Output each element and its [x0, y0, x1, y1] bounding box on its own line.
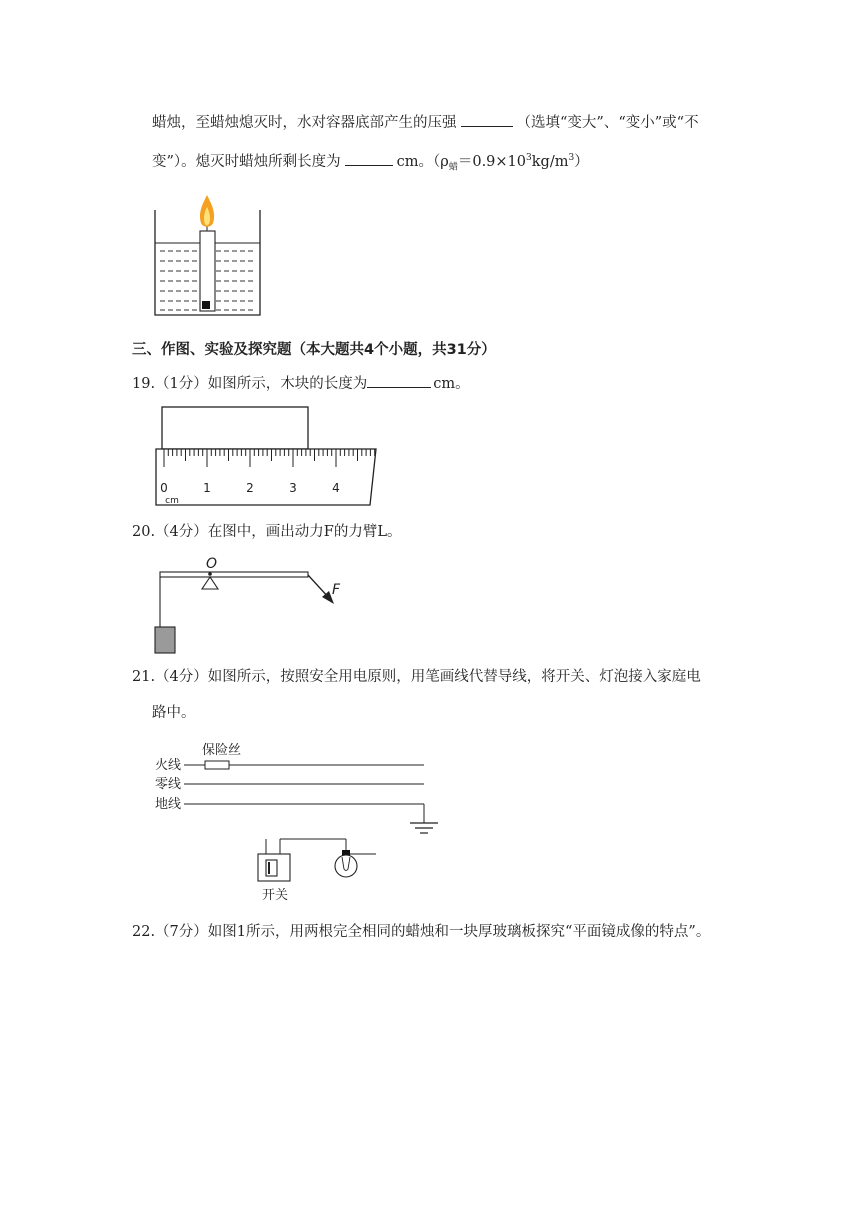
q20-text: 20.（4分）在图中，画出动力F的力臂L。: [132, 524, 402, 540]
q21-text-line1: 21.（4分）如图所示，按照安全用电原则，用笔画线代替导线，将开关、灯泡接入家庭电: [132, 669, 701, 685]
candle: [200, 231, 215, 311]
pivot-label: O: [206, 556, 218, 572]
q18-line1: [152, 112, 699, 133]
iron-block: [202, 301, 210, 309]
q21-text-line2: 路中。: [152, 705, 196, 721]
ground-wire-label: 地线: [155, 797, 182, 812]
q18-blank-pressure[interactable]: [461, 112, 513, 127]
q18-text-c: 变”）。熄灭时蜡烛所剩长度为: [152, 153, 341, 170]
ruler-unit: cm: [165, 496, 179, 506]
ruler-figure: [150, 405, 380, 510]
q18-line2: [152, 148, 589, 178]
ruler-label-0: 0: [160, 481, 168, 495]
q18-text-a: 蜡烛，至蜡烛熄灭时，水对容器底部产生的压强: [152, 115, 457, 131]
q18-text-g: ）: [574, 153, 589, 170]
lever-figure: [150, 555, 360, 660]
ruler: [156, 449, 376, 505]
q22-text: 22.（7分）如图1所示，用两根完全相同的蜡烛和一块厚玻璃板探究“平面镜成像的特点”。: [132, 924, 711, 940]
q18-text-f: kg/m: [531, 153, 569, 170]
q19-blank[interactable]: [367, 373, 431, 388]
fuse-icon: [205, 761, 229, 769]
ruler-label-3: 3: [289, 481, 297, 495]
force-label: F: [332, 582, 341, 598]
pivot-icon: [202, 577, 218, 589]
wood-block: [162, 407, 308, 449]
weight-block: [155, 627, 175, 653]
q19-text-a: 19.（1分）如图所示，木块的长度为: [132, 376, 368, 392]
live-wire-label: 火线: [155, 758, 182, 773]
lever-bar: [160, 572, 308, 577]
q18-sup2: 3: [568, 153, 575, 163]
q18-text-b: （选填“变大”、“变小”或“不: [516, 115, 699, 131]
circuit-figure: [150, 738, 450, 908]
q18-text-d: cm。（ρ: [396, 153, 449, 170]
ruler-label-1: 1: [203, 481, 211, 495]
q18-sup: 3: [526, 153, 532, 163]
fuse-label: 保险丝: [202, 743, 242, 758]
ground-symbol-icon: [410, 823, 438, 833]
q19-text: [132, 373, 470, 394]
q18-text-e: ＝0.9×10: [457, 153, 527, 170]
q18-blank-length[interactable]: [345, 151, 393, 166]
neutral-wire-label: 零线: [155, 777, 182, 792]
switch-icon: [266, 860, 277, 876]
q19-text-b: cm。: [433, 376, 470, 392]
candle-figure: [150, 195, 265, 320]
switch-label: 开关: [262, 888, 289, 903]
section-title: 三、作图、实验及探究题（本大题共4个小题，共31分）: [132, 342, 496, 358]
ruler-label-2: 2: [246, 481, 254, 495]
ruler-label-4: 4: [332, 481, 340, 495]
q18-sub: 蜡: [448, 162, 458, 173]
